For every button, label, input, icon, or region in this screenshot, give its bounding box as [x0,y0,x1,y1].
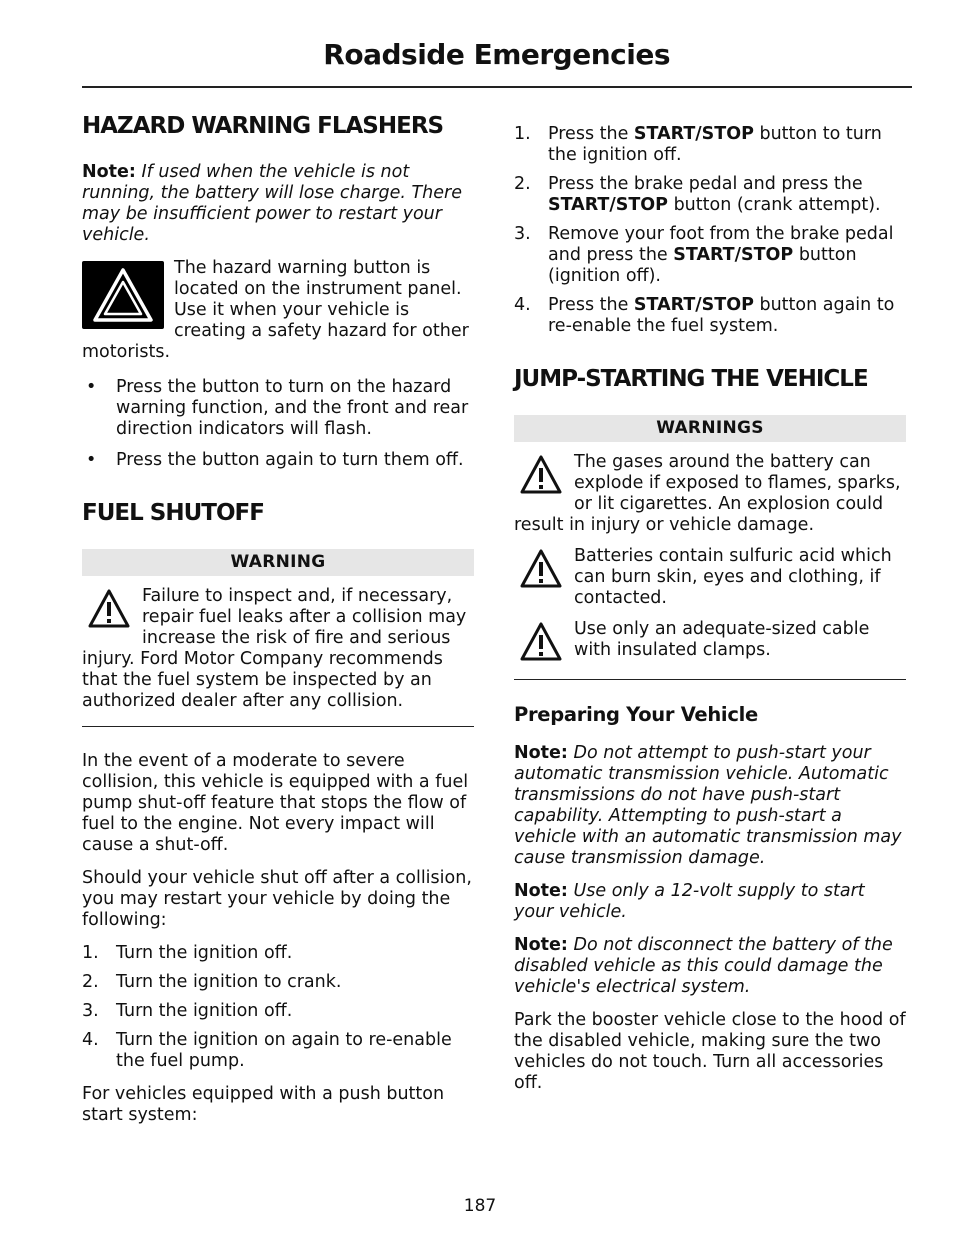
warning-text: Batteries contain sulfuric acid which can burn skin, eyes and clothing, if contacted. [574,546,892,608]
warning-text: Use only an adequate-sized cable with insulated clamps. [574,619,870,660]
step-text: Press the [548,124,634,144]
hazard-icon-paragraph [82,258,474,363]
step-number: 2. [514,174,531,194]
warning-end-divider [82,726,474,727]
jump-warnings-banner: WARNINGS [514,415,906,442]
warning-triangle-icon [88,588,130,630]
step-text: Press the brake pedal and press the [548,174,863,194]
right-column [514,124,906,1106]
list-item [514,295,906,337]
fuel-steps-list [82,943,474,1072]
list-item: • Press the button again to turn them off. [82,450,474,471]
note-text: Do not disconnect the battery of the disabled vehicle as this could damage the vehicle's electrical system. [514,935,893,997]
fuel-paragraph-3: For vehicles equipped with a push button start system: [82,1084,445,1125]
step-text: button (crank attempt). [668,195,881,215]
note-label: Note: [514,881,568,901]
fuel-heading: FUEL SHUTOFF [82,500,264,526]
preparing-heading: Preparing Your Vehicle [514,703,758,726]
jump-start-heading: JUMP-STARTING THE VEHICLE [514,366,868,392]
hazard-icon-text: The hazard warning button is located on the instrument panel. Use it when your vehicle is creating a safety hazard for other motorists. [82,258,469,362]
step-text: button to turn the ignition off. [548,124,882,165]
note-label: Note: [514,935,568,955]
step-text: Remove your foot from the brake pedal and press the [548,224,894,265]
note-label: Note: [514,743,568,763]
step-number: 4. [514,295,531,315]
list-item [514,224,906,287]
prep-paragraph: Park the booster vehicle close to the hood of the disabled vehicle, making sure the two vehicles do not touch. Turn all accessories off. [514,1010,906,1093]
fuel-warning-block [82,586,474,712]
prep-note-2 [514,881,906,923]
push-button-steps-list [514,124,906,337]
step-number: 1. [514,124,531,144]
list-item [514,124,906,166]
hazard-bullet-list [82,377,474,471]
jump-warning-3 [514,619,906,665]
step-text: Turn the ignition off. [116,943,293,963]
list-item [82,1001,474,1022]
step-number: 3. [514,224,531,244]
start-stop-keyword: START/STOP [633,295,754,315]
note-text: Use only a 12-volt supply to start your vehicle. [514,881,865,922]
step-number: 4. [82,1030,99,1050]
step-number: 3. [82,1001,99,1021]
step-text: button again to re-enable the fuel system. [548,295,895,336]
fuel-warning-text: Failure to inspect and, if necessary, repair fuel leaks after a collision may increase the risk of fire and serious injury. Ford Motor Company recommends that the fuel system be inspected by an authorized dealer after any collision. [82,586,467,711]
list-item [82,1030,474,1072]
step-text: Turn the ignition to crank. [116,972,342,992]
left-column [82,112,474,1138]
step-text: Turn the ignition off. [116,1001,293,1021]
step-text: Turn the ignition on again to re-enable the fuel pump. [116,1030,452,1071]
jump-warning-2 [514,546,906,609]
step-number: 1. [82,943,99,963]
start-stop-keyword: START/STOP [673,245,794,265]
hazard-note [82,162,474,246]
list-item: • Press the button to turn on the hazard warning function, and the front and rear direction indicators will flash. [82,377,474,440]
start-stop-keyword: START/STOP [633,124,754,144]
fuel-warning-banner: WARNING [82,549,474,576]
header-divider [82,86,912,88]
note-text: Do not attempt to push-start your automatic transmission vehicle. Automatic transmissions do not have push-start capability. Attempting to push-start a vehicle with an automatic transmission may cause transmission damage. [514,743,902,868]
prep-note-3 [514,935,906,998]
warning-triangle-icon [520,621,562,663]
warning-text: The gases around the battery can explode if exposed to flames, sparks, or lit cigarettes. An explosion could result in injury or vehicle damage. [514,452,901,535]
page-header-title: Roadside Emergencies [323,38,670,71]
warning-triangle-icon [520,454,562,496]
jump-warning-1 [514,452,906,536]
list-item [82,943,474,964]
fuel-paragraph-1: In the event of a moderate to severe collision, this vehicle is equipped with a fuel pump shut-off feature that stops the flow of fuel to the engine. Not every impact will cause a shut-off. [82,751,469,855]
step-number: 2. [82,972,99,992]
warning-end-divider [514,679,906,680]
fuel-paragraph-2: Should your vehicle shut off after a collision, you may restart your vehicle by doing the following: [82,868,472,930]
page-number: 187 [463,1196,497,1216]
list-item [514,174,906,216]
warning-triangle-icon [520,548,562,590]
note-text: If used when the vehicle is not running, the battery will lose charge. There may be insufficient power to restart your vehicle. [82,162,462,245]
hazard-triangle-icon [82,261,164,329]
note-label: Note: [82,162,136,182]
list-item [82,972,474,993]
step-text: button (ignition off). [548,245,857,286]
hazard-heading: HAZARD WARNING FLASHERS [82,113,444,139]
prep-note-1 [514,743,906,869]
step-text: Press the [548,295,634,315]
start-stop-keyword: START/STOP [548,195,668,215]
